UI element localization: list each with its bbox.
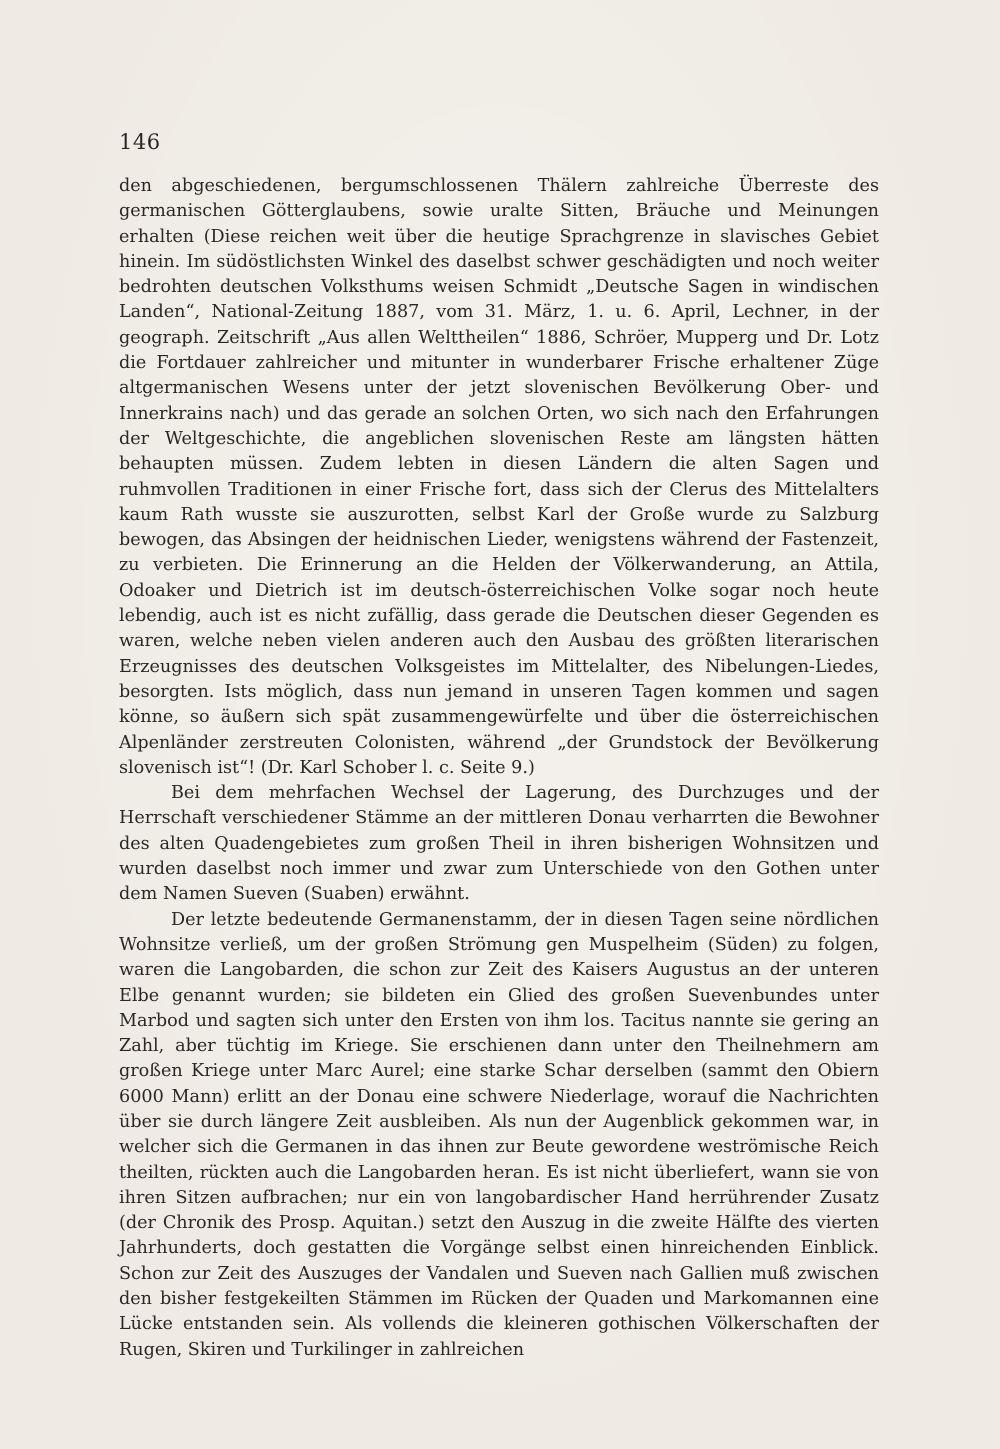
- body-text: [119, 174, 879, 1363]
- page-number: 146: [119, 130, 161, 154]
- paragraph: Der letzte bedeutende Germanenstamm, der in diesen Tagen seine nördlichen Wohnsitze verließ, um der großen Strömung gen Muspelheim (Süden) zu folgen, waren die Langobarden, die schon zur Zeit des Kaisers Augustus an der unteren Elbe genannt wurden; sie bildeten ein Glied des großen Suevenbundes unter Marbod und sagten sich unter den Ersten von ihm los. Tacitus nannte sie gering an Zahl, aber tüchtig im Kriege. Sie erschienen dann unter den Theilnehmern am großen Kriege unter Marc Aurel; eine starke Schar derselben (sammt den Obiern 6000 Mann) erlitt an der Donau eine schwere Niederlage, worauf die Nachrichten über sie durch längere Zeit ausbleiben. Als nun der Augenblick gekommen war, in welcher sich die Germanen in das ihnen zur Beute gewordene weströmische Reich theilten, rückten auch die Langobarden heran. Es ist nicht überliefert, wann sie von ihren Sitzen aufbrachen; nur ein von langobardischer Hand herrührender Zusatz (der Chronik des Prosp. Aquitan.) setzt den Auszug in die zweite Hälfte des vierten Jahrhunderts, doch gestatten die Vorgänge selbst einen hinreichenden Einblick. Schon zur Zeit des Auszuges der Vandalen und Sueven nach Gallien muß zwischen den bisher festgekeilten Stämmen im Rücken der Quaden und Markomannen eine Lücke entstanden sein. Als vollends die kleineren gothischen Völkerschaften der Rugen, Skiren und Turkilinger in zahlreichen: [119, 909, 879, 1360]
- paragraph: Bei dem mehrfachen Wechsel der Lagerung, des Durchzuges und der Herrschaft verschiedener Stämme an der mittleren Donau verharrten die Bewohner des alten Quadengebietes zum großen Theil in ihren bisherigen Wohnsitzen und wurden daselbst noch immer und zwar zum Unterschiede von den Gothen unter dem Namen Sueven (Suaben) erwähnt.: [119, 783, 879, 905]
- paragraph: den abgeschiedenen, bergumschlossenen Thälern zahlreiche Überreste des germanischen Götterglaubens, sowie uralte Sitten, Bräuche und Meinungen erhalten (Diese reichen weit über die heutige Sprachgrenze in slavisches Gebiet hinein. Im südöstlichsten Winkel des daselbst schwer geschädigten und noch weiter bedrohten deutschen Volksthums weisen Schmidt „Deutsche Sagen in windischen Landen“, National-Zeitung 1887, vom 31. März, 1. u. 6. April, Lechner, in der geograph. Zeitschrift „Aus allen Welttheilen“ 1886, Schröer, Mupperg und Dr. Lotz die Fortdauer zahlreicher und mitunter in wunderbarer Frische erhaltener Züge altgermanischen Wesens unter der jetzt slovenischen Bevölkerung Ober- und Innerkrains nach) und das gerade an solchen Orten, wo sich nach den Erfahrungen der Weltgeschichte, die angeblichen slovenischen Reste am längsten hätten behaupten müssen. Zudem lebten in diesen Ländern die alten Sagen und ruhmvollen Traditionen in einer Frische fort, dass sich der Clerus des Mittelalters kaum Rath wusste sie auszurotten, selbst Karl der Große wurde zu Salzburg bewogen, das Absingen der heidnischen Lieder, wenigstens während der Fastenzeit, zu verbieten. Die Erinnerung an die Helden der Völkerwanderung, an Attila, Odoaker und Dietrich ist im deutsch-österreichischen Volke sogar noch heute lebendig, auch ist es nicht zufällig, dass gerade die Deutschen dieser Gegenden es waren, welche neben vielen anderen auch den Ausbau des größten literarischen Erzeugnisses des deutschen Volksgeistes im Mittelalter, des Nibelungen-Liedes, besorgten. Ists möglich, dass nun jemand in unseren Tagen kommen und sagen könne, so äußern sich spät zusammengewürfelte und über die österreichischen Alpenländer zerstreuten Colonisten, während „der Grundstock der Bevölkerung slovenisch ist“! (Dr. Karl Schober l. c. Seite 9.): [119, 176, 879, 778]
